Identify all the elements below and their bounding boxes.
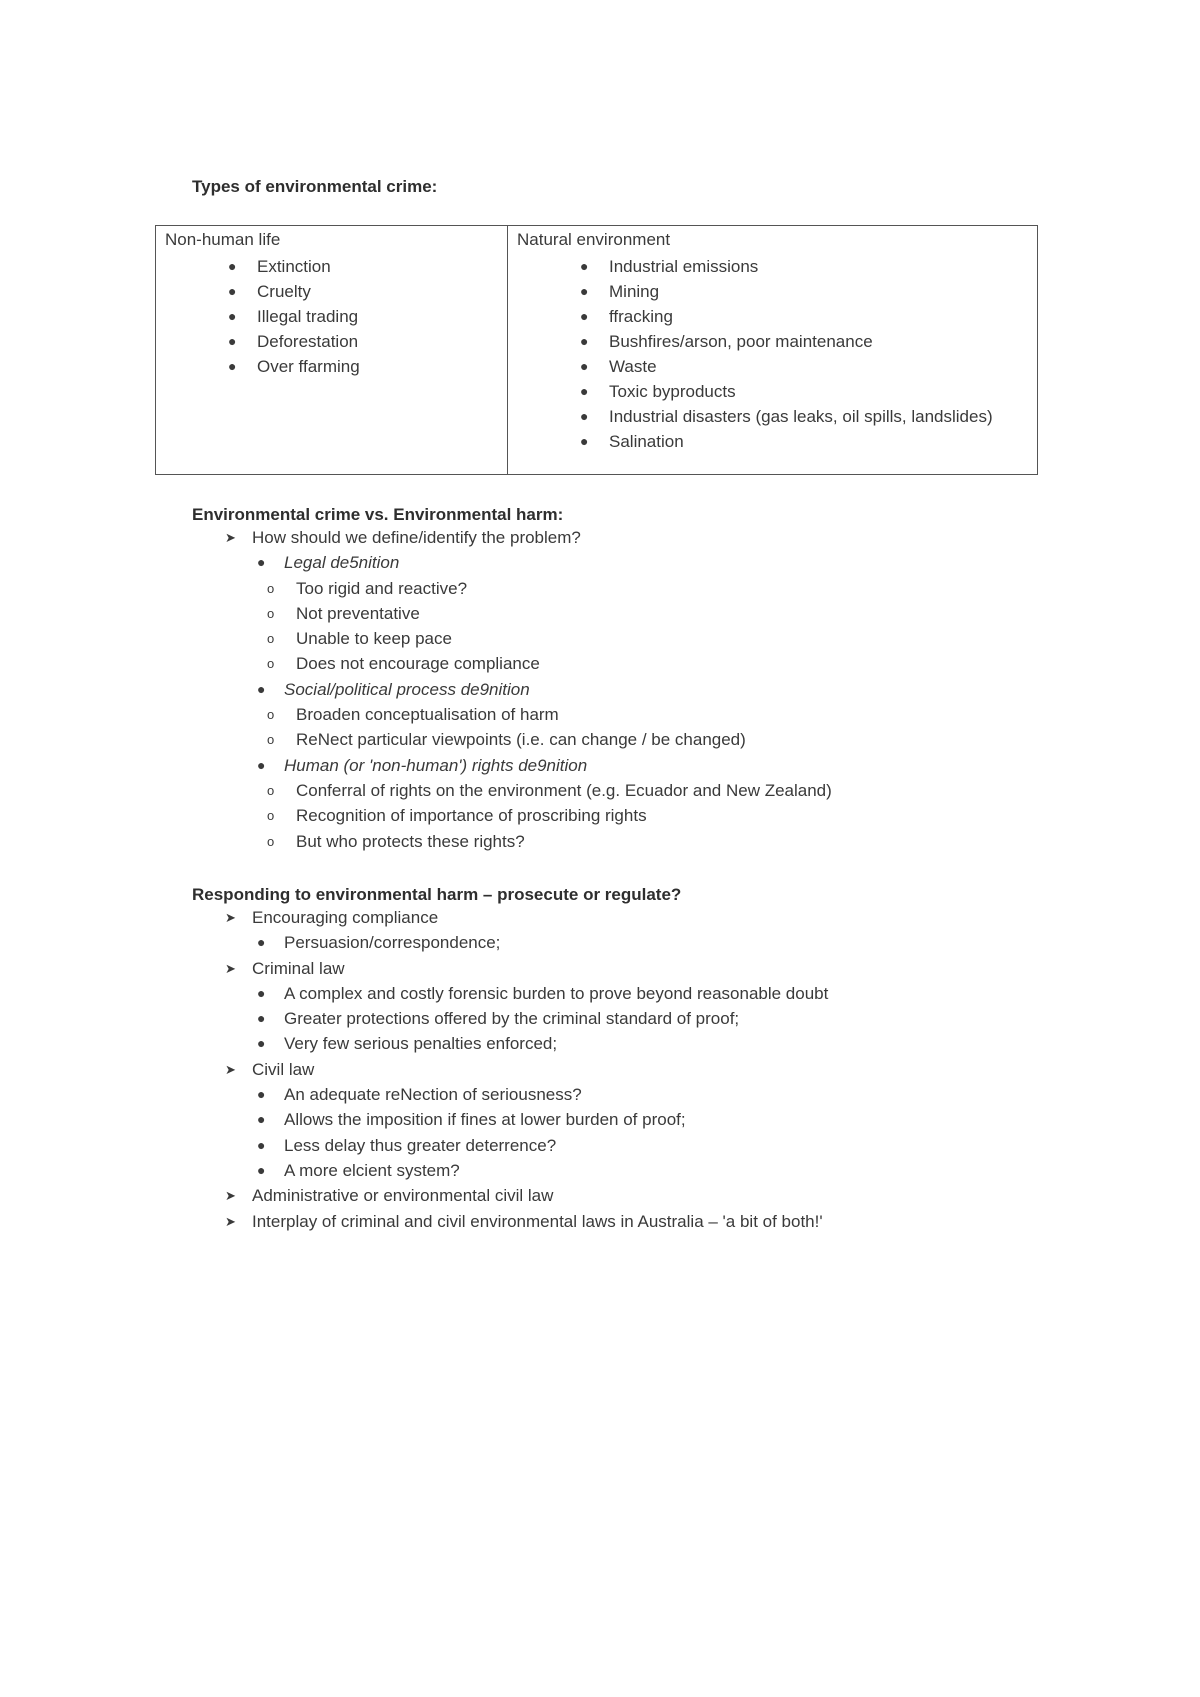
outline-item: o Recognition of importance of proscribing rights [192, 803, 832, 828]
arrow-bullet-icon: ➤ [225, 910, 236, 925]
bullet-icon: ● [580, 433, 589, 449]
outline-item: ● Greater protections offered by the criminal standard of proof; [192, 1006, 828, 1031]
responding-outline [192, 905, 828, 1234]
bullet-icon: ● [257, 1161, 266, 1178]
outline-item: ● An adequate reNection of seriousness? [192, 1082, 828, 1107]
outline-item: ● A more elcient system? [192, 1158, 828, 1183]
bullet-icon: ● [257, 554, 266, 571]
outline-item: ● Very few serious penalties enforced; [192, 1031, 828, 1056]
outline-item: ● Human (or 'non-human') rights de9nition [192, 753, 832, 778]
arrow-bullet-icon: ➤ [225, 1061, 236, 1077]
circle-bullet-icon: o [267, 631, 275, 647]
list-item: ● Over ffarming [165, 354, 498, 379]
bullet-icon: ● [257, 984, 266, 1001]
bullet-icon: ● [257, 1136, 266, 1153]
outline-item: ➤ Administrative or environmental civil law [192, 1183, 828, 1208]
column-header: Natural environment [517, 230, 671, 249]
outline-item: o Not preventative [192, 601, 832, 626]
bullet-icon: ● [580, 258, 589, 274]
list-item: ● Extinction [165, 254, 498, 279]
circle-bullet-icon: o [267, 833, 275, 849]
bullet-icon: ● [257, 1086, 266, 1103]
list-item: ● Toxic byproducts [517, 379, 1028, 404]
bullet-icon: ● [257, 680, 266, 697]
bullet-icon: ● [257, 934, 266, 951]
outline-item: ➤ Encouraging compliance [192, 905, 828, 930]
outline-item: ➤ Criminal law [192, 956, 828, 981]
heading-responding: Responding to environmental harm – prosecute or regulate? [192, 885, 682, 904]
list-item: ● Mining [517, 279, 1028, 304]
heading-types-of-crime: Types of environmental crime: [192, 177, 438, 196]
bullet-list [165, 254, 498, 379]
bullet-icon: ● [228, 308, 237, 324]
bullet-icon: ● [580, 308, 589, 324]
bullet-icon: ● [580, 358, 589, 374]
circle-bullet-icon: o [267, 782, 275, 798]
column-header: Non-human life [165, 230, 281, 249]
bullet-icon: ● [257, 756, 266, 773]
bullet-icon: ● [257, 1035, 266, 1052]
column-natural-environment [508, 226, 1038, 475]
circle-bullet-icon: o [267, 605, 275, 621]
list-item: ● Industrial disasters (gas leaks, oil spills, landslides) [517, 404, 1028, 429]
bullet-icon: ● [257, 1111, 266, 1128]
bullet-icon: ● [228, 283, 237, 299]
outline-item: ● Allows the imposition if fines at lower burden of proof; [192, 1107, 828, 1132]
outline-item: ● Social/political process de9nition [192, 677, 832, 702]
list-item: ● Industrial emissions [517, 254, 1028, 279]
bullet-icon: ● [580, 408, 589, 424]
outline-item: o Conferral of rights on the environment (e.g. Ecuador and New Zealand) [192, 778, 832, 803]
circle-bullet-icon: o [267, 580, 275, 596]
column-non-human-life [156, 226, 508, 475]
outline-item: ➤ How should we define/identify the problem? [192, 525, 832, 550]
bullet-icon: ● [580, 333, 589, 349]
arrow-bullet-icon: ➤ [225, 1213, 236, 1229]
outline-item: o Too rigid and reactive? [192, 576, 832, 601]
bullet-icon: ● [580, 283, 589, 299]
bullet-icon: ● [228, 258, 237, 274]
list-item: ● Deforestation [165, 329, 498, 354]
list-item: ● Waste [517, 354, 1028, 379]
heading-crime-vs-harm: Environmental crime vs. Environmental harm: [192, 505, 564, 524]
circle-bullet-icon: o [267, 707, 275, 723]
list-item: ● Bushfires/arson, poor maintenance [517, 329, 1028, 354]
list-item: ● Salination [517, 429, 1028, 454]
bullet-icon: ● [228, 333, 237, 349]
outline-item: o Unable to keep pace [192, 626, 832, 651]
bullet-icon: ● [228, 358, 237, 374]
list-item: ● Cruelty [165, 279, 498, 304]
bullet-icon: ● [257, 1010, 266, 1027]
outline-item: o Broaden conceptualisation of harm [192, 702, 832, 727]
circle-bullet-icon: o [267, 732, 275, 748]
outline-item: o Does not encourage compliance [192, 651, 832, 676]
outline-item: ➤ Civil law [192, 1057, 828, 1082]
arrow-bullet-icon: ➤ [225, 1188, 236, 1204]
bullet-icon: ● [580, 383, 589, 399]
outline-item: ● Legal de5nition [192, 550, 832, 575]
outline-item: ● Persuasion/correspondence; [192, 930, 828, 955]
circle-bullet-icon: o [267, 808, 275, 824]
outline-item: o ReNect particular viewpoints (i.e. can change / be changed) [192, 727, 832, 752]
circle-bullet-icon: o [267, 656, 275, 672]
arrow-bullet-icon: ➤ [225, 960, 236, 976]
outline-item: o But who protects these rights? [192, 829, 832, 854]
list-item: ● ffracking [517, 304, 1028, 329]
arrow-bullet-icon: ➤ [225, 530, 236, 545]
outline-item: ● Less delay thus greater deterrence? [192, 1133, 828, 1158]
outline-item: ● A complex and costly forensic burden to prove beyond reasonable doubt [192, 981, 828, 1006]
list-item: ● Illegal trading [165, 304, 498, 329]
crime-vs-harm-outline [192, 525, 832, 854]
crime-types-table [155, 225, 1038, 475]
bullet-list [517, 254, 1028, 454]
outline-item: ➤ Interplay of criminal and civil environmental laws in Australia – 'a bit of both!' [192, 1209, 828, 1234]
